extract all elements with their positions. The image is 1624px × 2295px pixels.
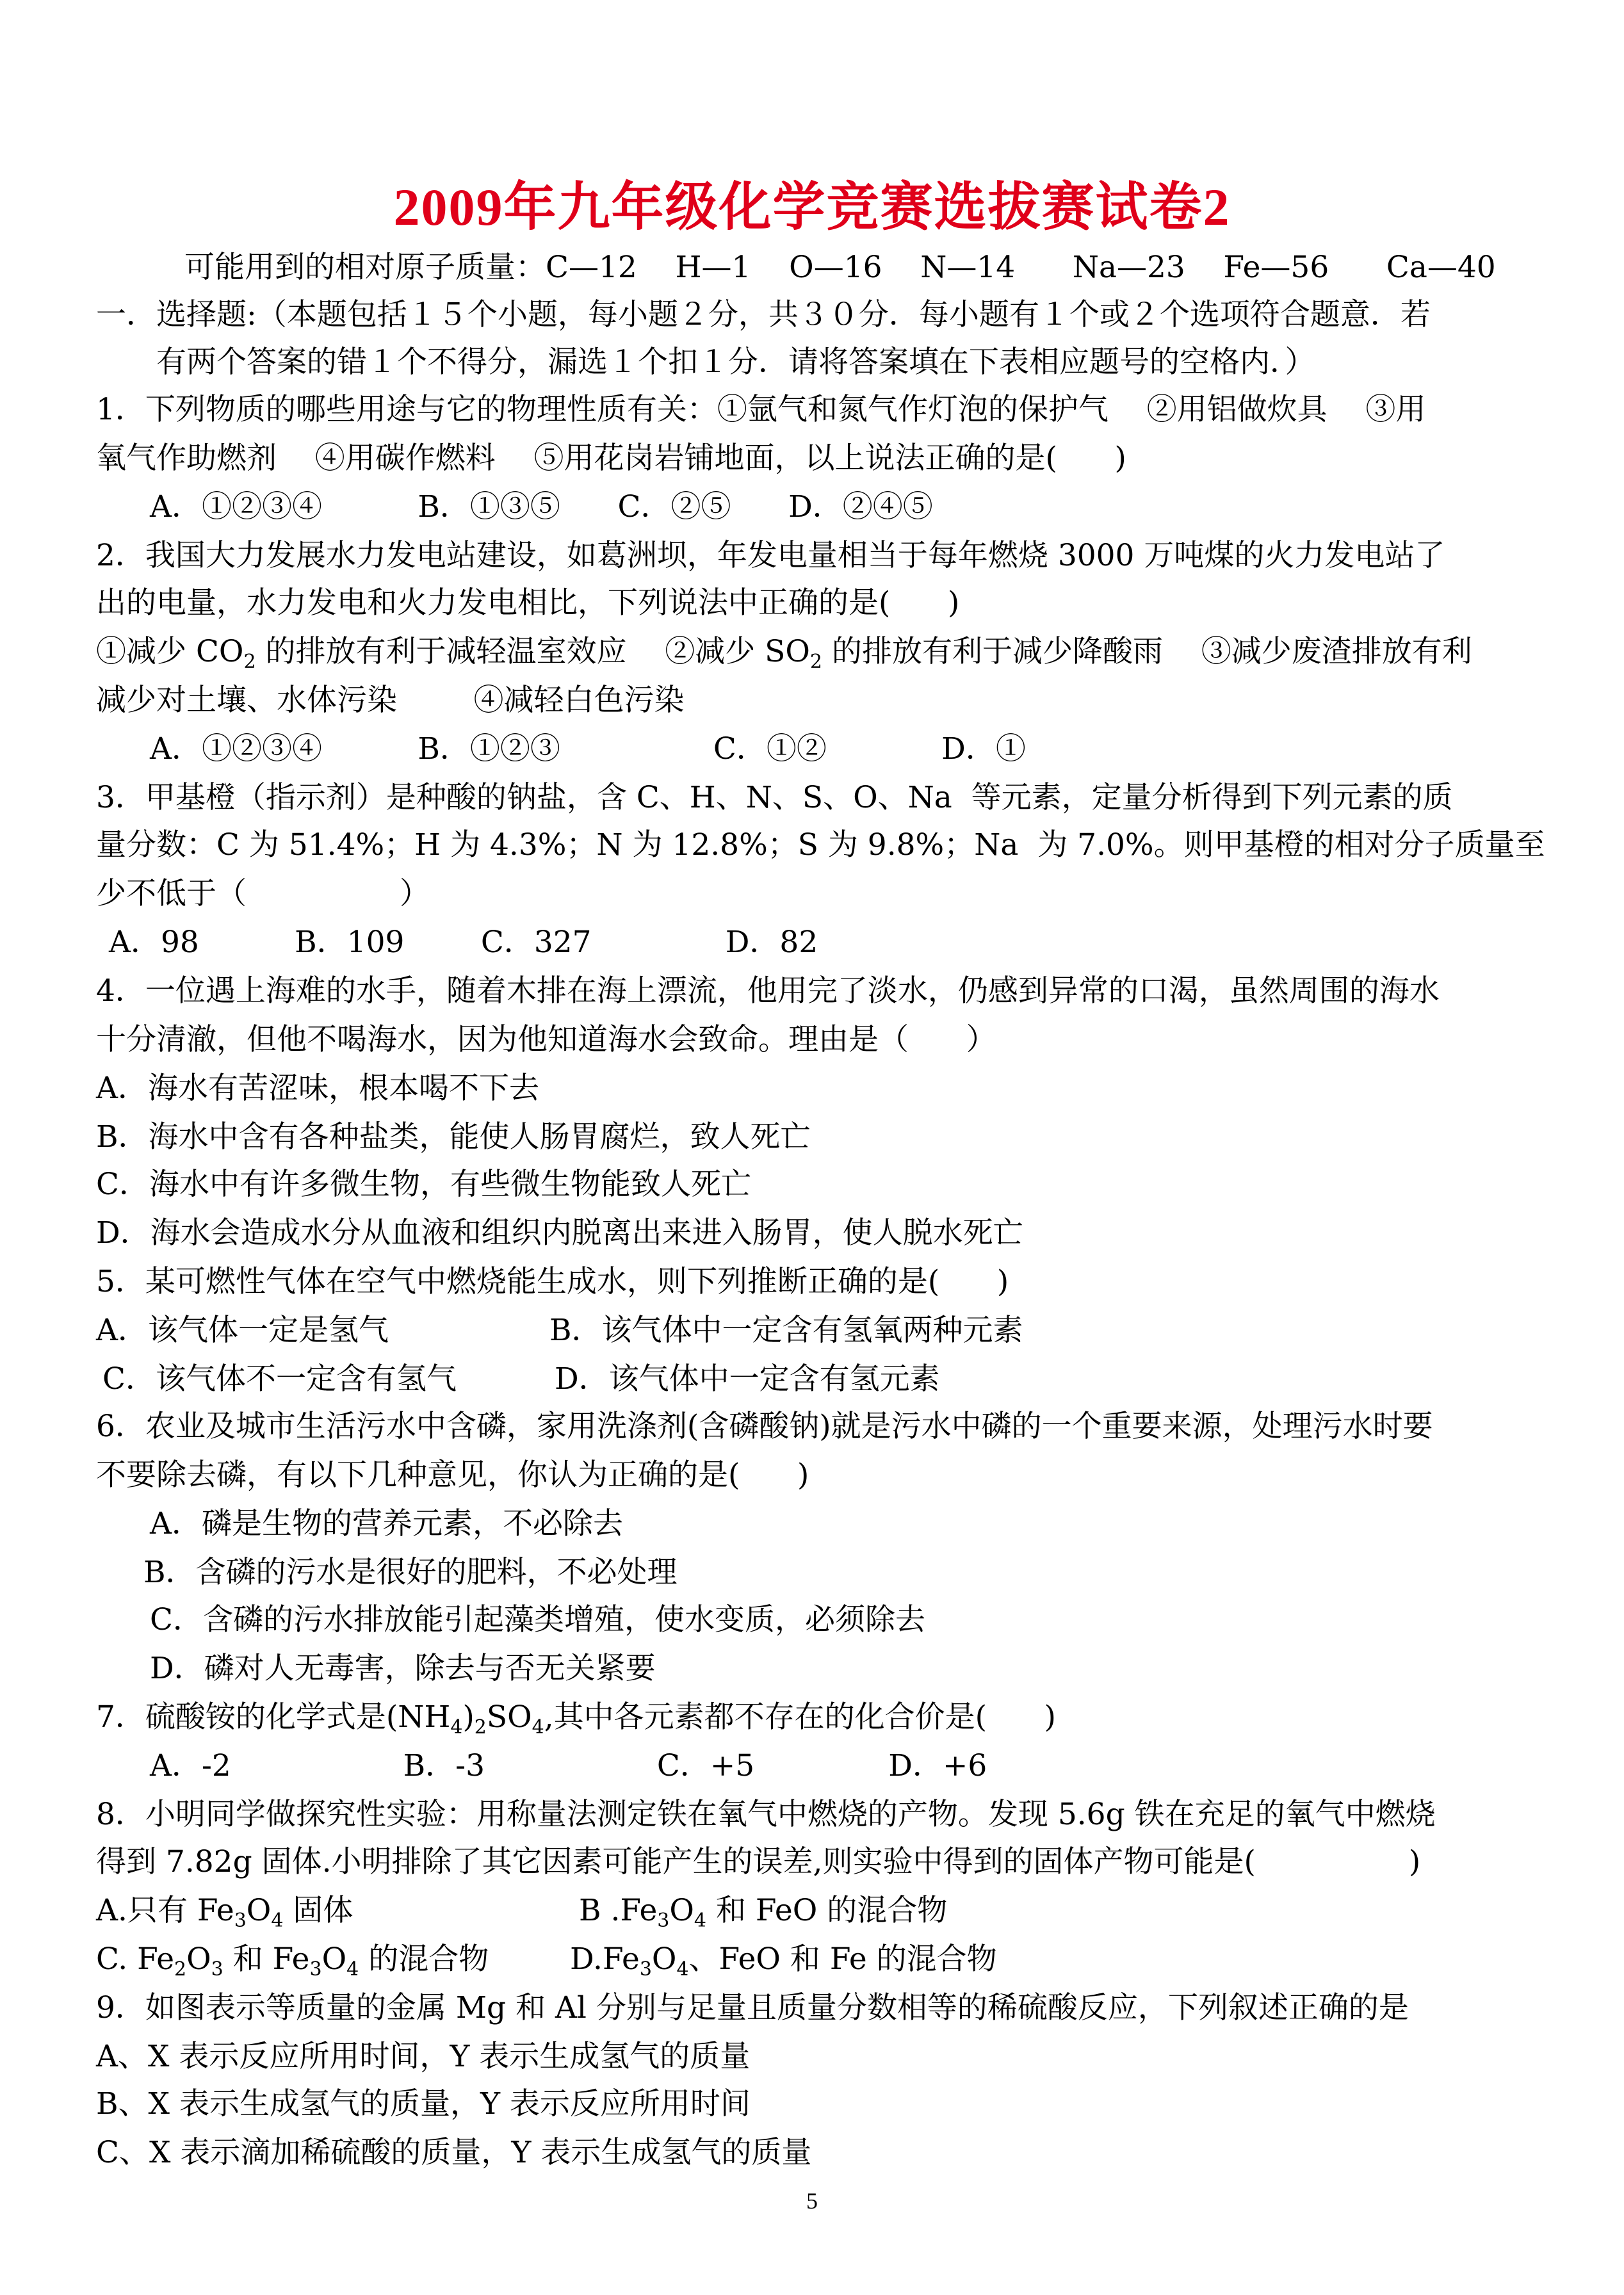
question-9-option-a: A、X 表示反应所用时间，Y 表示生成氢气的质量 xyxy=(96,2039,751,2074)
question-8-line2: 得到 7.82g 固体.小明排除了其它因素可能产生的误差,则实验中得到的固体产物可能是( ) xyxy=(96,1844,1421,1879)
page-title: 2009年九年级化学竞赛选拔赛试卷2 xyxy=(393,178,1231,236)
question-3-line1: 3．甲基橙（指示剂）是种酸的钠盐，含 C、H、N、S、O、Na 等元素，定量分析得到下列元素的质 xyxy=(96,780,1453,815)
question-8-option-b: B $.Fe_3O_4$ 和 FeO 的混合物 xyxy=(579,1893,948,1932)
section-heading-line1: 一．选择题:（本题包括１５个小题，每小题２分，共３０分．每小题有１个或２个选项符合题意．若 xyxy=(96,297,1431,332)
question-8-option-c: C. $Fe_2O_3$ 和 $Fe_3O_4$ 的混合物 xyxy=(96,1942,489,1981)
question-8-option-d: $D.Fe_3O_4$、FeO 和 Fe 的混合物 xyxy=(570,1942,997,1981)
section-heading-line2: 有两个答案的错１个不得分，漏选１个扣１分．请将答案填在下表相应题号的空格内．） xyxy=(156,345,1315,380)
question-4-option-c: C．海水中有许多微生物，有些微生物能致人死亡 xyxy=(96,1167,751,1202)
question-4-line1: 4．一位遇上海难的水手，随着木排在海上漂流，他用完了淡水，仍感到异常的口渴，虽然周围的海水 xyxy=(96,973,1440,1009)
question-4-line2: 十分清澈，但他不喝海水，因为他知道海水会致命。理由是（ ） xyxy=(96,1022,996,1057)
question-3-options: A．98 B．109 C．327 D．82 xyxy=(109,925,818,960)
question-5-option-c: C．该气体不一定含有氢气 xyxy=(102,1361,457,1397)
question-7-line1: 7．硫酸铵的化学式是$(NH_4)_2SO_4$,其中各元素都不存在的化合价是( ) xyxy=(96,1699,1056,1739)
question-5-option-a: A．该气体一定是氢气 xyxy=(96,1313,389,1348)
question-9-option-c: C、X 表示滴加稀硫酸的质量，Y 表示生成氢气的质量 xyxy=(96,2135,812,2170)
question-4-option-b: B．海水中含有各种盐类，能使人肠胃腐烂，致人死亡 xyxy=(96,1119,811,1155)
question-6-line2: 不要除去磷，有以下几种意见，你认为正确的是( ) xyxy=(96,1457,809,1493)
page-number: 5 xyxy=(806,2188,818,2214)
question-6-option-d: D．磷对人无毒害，除去与否无关紧要 xyxy=(150,1651,656,1686)
atomic-masses: 可能用到的相对原子质量：C—12 H—1 O—16 N—14 Na—23 Fe—56 Ca—40 xyxy=(184,250,1496,285)
question-2-line4: 减少对土壤、水体污染 ④减轻白色污染 xyxy=(96,683,685,718)
question-6-line1: 6．农业及城市生活污水中含磷，家用洗涤剂(含磷酸钠)就是污水中磷的一个重要来源，处理污水时要 xyxy=(96,1409,1433,1444)
question-6-option-a: A．磷是生物的营养元素，不必除去 xyxy=(150,1506,623,1541)
question-9-line1: 9．如图表示等质量的金属 Mg 和 Al 分别与足量且质量分数相等的稀硫酸反应，下列叙述正确的是 xyxy=(96,1990,1409,2025)
question-2-options: A．①②③④ B．①②③ C．①② D．① xyxy=(150,731,1026,766)
question-6-option-c: C．含磷的污水排放能引起藻类增殖，使水变质，必须除去 xyxy=(150,1602,925,1637)
question-3-line2: 量分数：C 为 51.4%；H 为 4.3%；N 为 12.8%；S 为 9.8%；Na 为 7.0%。则甲基橙的相对分子质量至 xyxy=(96,827,1545,863)
question-5-option-b: B．该气体中一定含有氢氧两种元素 xyxy=(549,1313,1023,1348)
question-1-line2: 氧气作助燃剂 ④用碳作燃料 ⑤用花岗岩铺地面，以上说法正确的是( ) xyxy=(96,441,1126,476)
question-2-line2: 出的电量，水力发电和火力发电相比，下列说法中正确的是( ) xyxy=(96,585,960,620)
question-1-line1: 1．下列物质的哪些用途与它的物理性质有关：①氩气和氮气作灯泡的保护气 ②用铝做炊具 ③用 xyxy=(96,392,1426,427)
question-6-option-b: B．含磷的污水是很好的肥料，不必处理 xyxy=(143,1555,678,1590)
question-2-line1: 2．我国大力发展水力发电站建设，如葛洲坝，年发电量相当于每年燃烧 3000 万吨煤的火力发电站了 xyxy=(96,538,1445,573)
question-4-option-a: A．海水有苦涩味，根本喝不下去 xyxy=(96,1071,539,1106)
question-2-line3: ①减少 $CO_2$ 的排放有利于减轻温室效应 ②减少 $SO_2$ 的排放有利于减少降酸雨 ③减少废渣排放有利 xyxy=(96,634,1472,673)
question-8-line1: 8．小明同学做探究性实验：用称量法测定铁在氧气中燃烧的产物。发现 5.6g 铁在充足的氧气中燃烧 xyxy=(96,1797,1436,1832)
question-3-line3: 少不低于（ ） xyxy=(96,876,430,911)
question-1-options: A．①②③④ B．①③⑤ C．②⑤ D．②④⑤ xyxy=(150,489,933,524)
question-9-option-b: B、X 表示生成氢气的质量，Y 表示反应所用时间 xyxy=(96,2086,751,2121)
question-8-option-a: A.只有 $Fe_3O_4$ 固体 xyxy=(96,1893,353,1932)
question-5-option-d: D．该气体中一定含有氢元素 xyxy=(555,1361,940,1397)
question-7-options: A．-2 B．-3 C．+5 D．+6 xyxy=(150,1748,987,1783)
question-5-line1: 5．某可燃性气体在空气中燃烧能生成水，则下列推断正确的是( ) xyxy=(96,1264,1009,1299)
question-4-option-d: D．海水会造成水分从血液和组织内脱离出来进入肠胃，使人脱水死亡 xyxy=(96,1215,1023,1251)
